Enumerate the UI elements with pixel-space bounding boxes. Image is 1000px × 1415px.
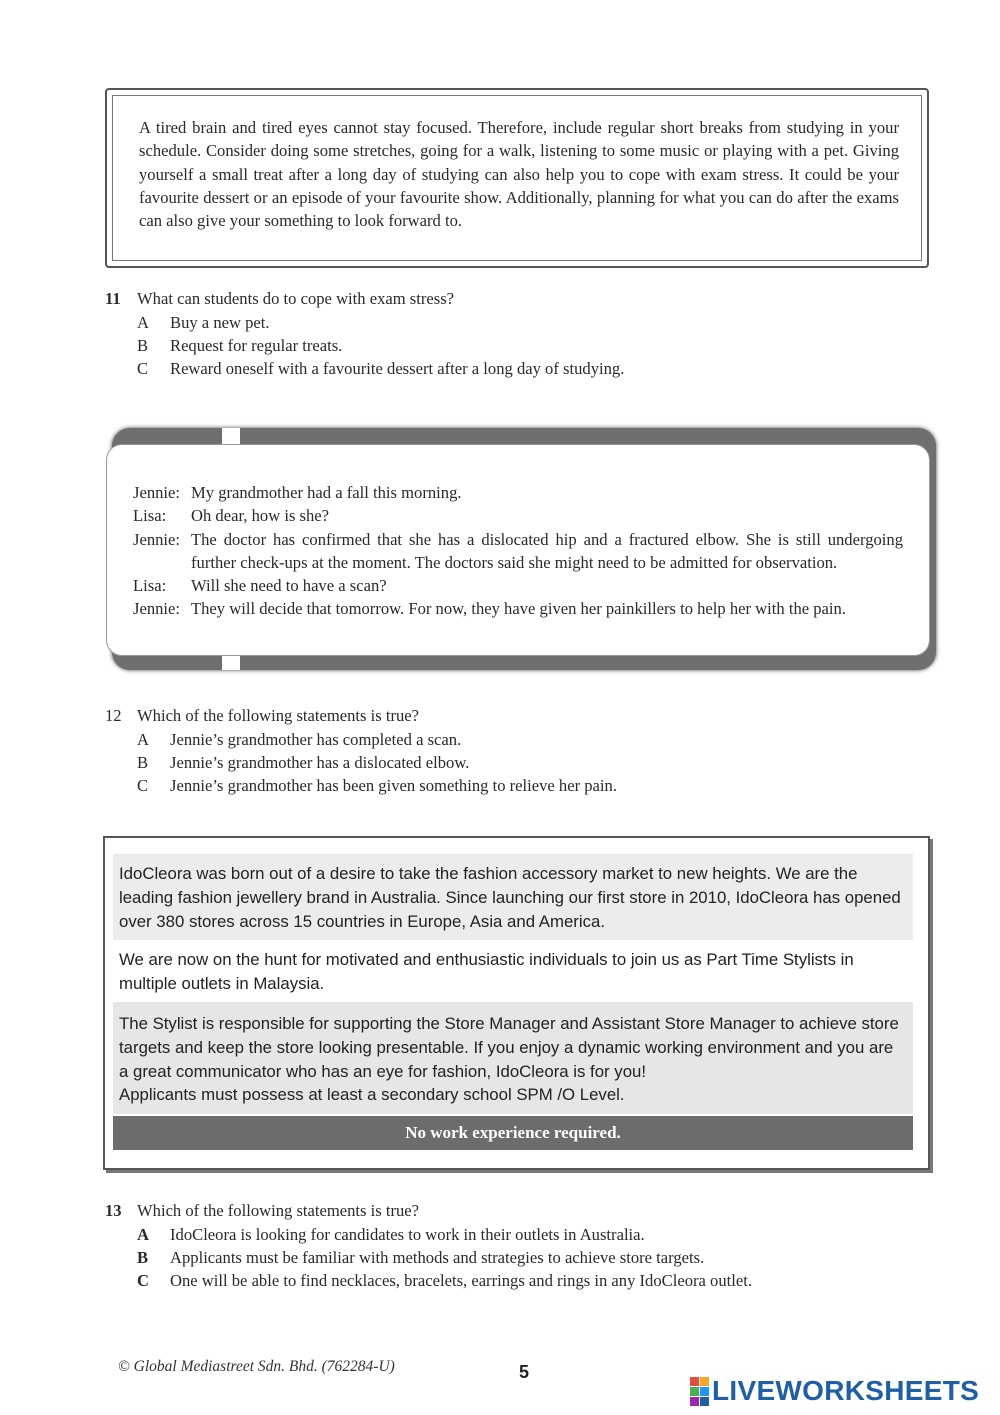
option-b[interactable] bbox=[137, 1248, 704, 1268]
ad-banner: No work experience required. bbox=[113, 1116, 913, 1150]
logo-tile bbox=[690, 1397, 699, 1406]
option-letter: B bbox=[137, 336, 149, 355]
logo-mark-icon bbox=[690, 1377, 709, 1406]
copyright-notice: © Global Mediastreet Sdn. Bhd. (762284-U) bbox=[118, 1358, 395, 1375]
logo-tile bbox=[700, 1387, 709, 1396]
option-text: Jennie’s grandmother has a dislocated elbow. bbox=[170, 753, 470, 772]
question-stem: What can students do to cope with exam stress? bbox=[137, 289, 455, 308]
option-b[interactable] bbox=[137, 753, 469, 773]
speaker: Jennie: bbox=[133, 529, 181, 549]
dialogue-line: Will she need to have a scan? bbox=[191, 576, 387, 596]
option-a[interactable] bbox=[137, 730, 461, 750]
logo-tile bbox=[690, 1387, 699, 1396]
question-number: 13 bbox=[105, 1201, 122, 1220]
dialogue-line: Oh dear, how is she? bbox=[191, 506, 330, 526]
passage-1-box bbox=[105, 88, 929, 268]
question-number: 12 bbox=[105, 706, 122, 725]
question-stem: Which of the following statements is true? bbox=[137, 1201, 420, 1220]
logo-tile bbox=[700, 1377, 709, 1386]
ad-paragraph-3 bbox=[113, 1002, 913, 1114]
option-letter: C bbox=[137, 1271, 149, 1290]
option-c[interactable] bbox=[137, 776, 617, 796]
logo-tile bbox=[700, 1397, 709, 1406]
speaker: Lisa: bbox=[133, 576, 167, 596]
dialogue-row bbox=[133, 597, 903, 620]
passage-1-text: A tired brain and tired eyes cannot stay focused. Therefore, include regular short breaks from studying in your schedule. Consider doing some stretches, going for a walk, listening to some music or playing with a pet. Giving yourself a small treat after a long day of studying can also help you to cope with exam stress. It could be your favourite dessert or an episode of your favourite show. Additionally, planning for what you can do after the exams can also give your something to look forward to. bbox=[139, 118, 899, 231]
option-text: IdoCleora is looking for candidates to work in their outlets in Australia. bbox=[170, 1225, 645, 1244]
option-text: Applicants must be familiar with methods and strategies to achieve store targets. bbox=[170, 1248, 705, 1267]
speaker: Jennie: bbox=[133, 483, 181, 502]
option-text: Request for regular treats. bbox=[170, 336, 343, 355]
question-12 bbox=[105, 706, 925, 801]
option-text: Jennie’s grandmother has completed a scan. bbox=[170, 730, 462, 749]
dialogue-card bbox=[106, 444, 930, 656]
dialogue-line: The doctor has confirmed that she has a dislocated hip and a fractured elbow. She is still undergoing further check-ups at the moment. The doctors said she might need to be admitted for observation. bbox=[191, 529, 903, 572]
dialogue-row bbox=[133, 504, 903, 527]
liveworksheets-logo[interactable] bbox=[690, 1375, 979, 1407]
ad-paragraph-1: IdoCleora was born out of a desire to take the fashion accessory market to new heights. We are the leading fashion jewellery brand in Australia. Since launching our first store in 2010, IdoCleora has opened over 380 stores across 15 countries in Europe, Asia and America. bbox=[113, 854, 913, 940]
option-letter: A bbox=[137, 730, 149, 749]
option-letter: B bbox=[137, 753, 149, 772]
question-13 bbox=[105, 1201, 925, 1296]
dialogue-row bbox=[133, 574, 903, 597]
option-letter: C bbox=[137, 776, 149, 795]
option-letter: C bbox=[137, 359, 149, 378]
speaker: Lisa: bbox=[133, 506, 167, 526]
option-c[interactable] bbox=[137, 1271, 752, 1291]
dialogue-row bbox=[133, 481, 903, 504]
option-c[interactable] bbox=[137, 359, 624, 379]
option-text: Jennie’s grandmother has been given something to relieve her pain. bbox=[170, 776, 617, 795]
option-letter: A bbox=[137, 1225, 149, 1244]
option-text: Reward oneself with a favourite dessert after a long day of studying. bbox=[170, 359, 625, 378]
speaker: Jennie: bbox=[133, 599, 181, 619]
job-advertisement bbox=[103, 836, 930, 1170]
question-number: 11 bbox=[105, 289, 121, 308]
ad-paragraph-3-text: The Stylist is responsible for supporting the Store Manager and Assistant Store Manager to achieve store targets and keep the store looking presentable. If you enjoy a dynamic working environment and you are a great communicator who has an eye for fashion, IdoCleora is for you! bbox=[119, 1014, 899, 1081]
page-number: 5 bbox=[519, 1362, 530, 1382]
option-b[interactable] bbox=[137, 336, 342, 356]
ad-requirement-text: Applicants must possess at least a secondary school SPM /O Level. bbox=[119, 1085, 625, 1105]
option-letter: A bbox=[137, 313, 149, 332]
dialogue-line: They will decide that tomorrow. For now, they have given her painkillers to help her with the pain. bbox=[191, 599, 846, 619]
question-stem: Which of the following statements is true? bbox=[137, 706, 420, 725]
logo-text: LIVEWORKSHEETS bbox=[712, 1375, 980, 1406]
option-text: One will be able to find necklaces, bracelets, earrings and rings in any IdoCleora outlet. bbox=[170, 1271, 752, 1290]
dialogue bbox=[133, 481, 903, 621]
option-letter: B bbox=[137, 1248, 149, 1267]
logo-tile bbox=[690, 1377, 699, 1386]
question-11 bbox=[105, 289, 925, 384]
option-a[interactable] bbox=[137, 1225, 645, 1245]
option-text: Buy a new pet. bbox=[170, 313, 270, 332]
ad-paragraph-2: We are now on the hunt for motivated and enthusiastic individuals to join us as Part Time Stylists in multiple outlets in Malaysia. bbox=[113, 942, 913, 1000]
option-a[interactable] bbox=[137, 313, 270, 333]
dialogue-row bbox=[133, 528, 903, 575]
dialogue-line: My grandmother had a fall this morning. bbox=[191, 483, 462, 502]
